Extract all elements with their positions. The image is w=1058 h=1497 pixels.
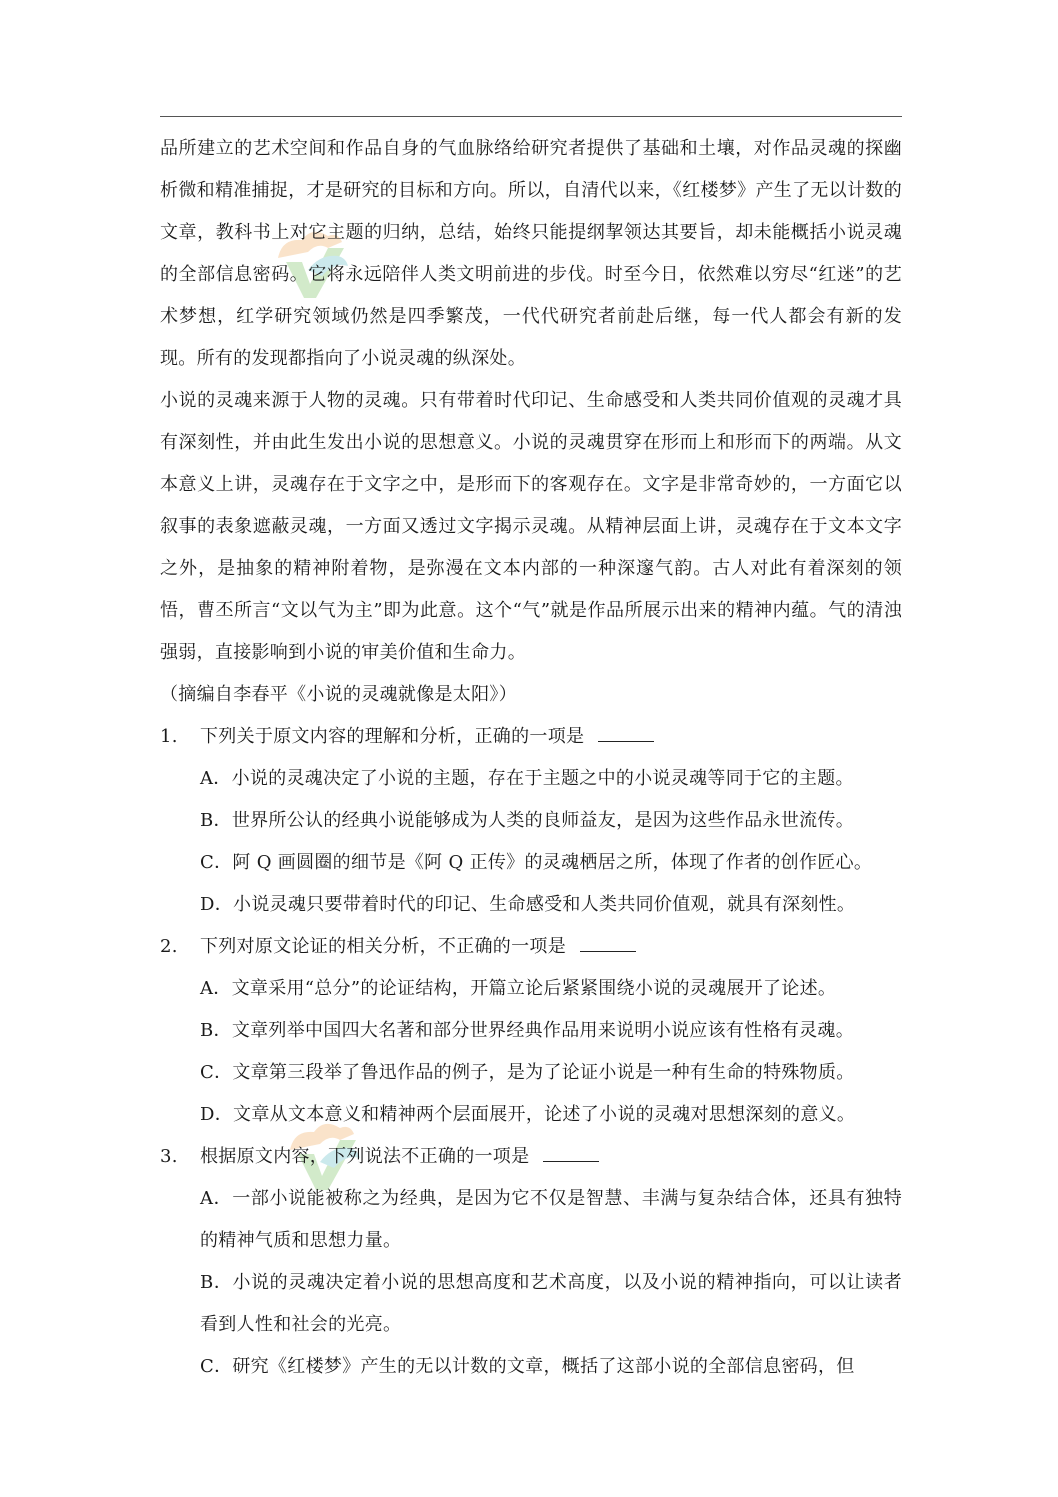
option-a: A．一部小说能被称之为经典，是因为它不仅是智慧、丰满与复杂结合体，还具有独特的精神气质和思想力量。: [200, 1188, 902, 1251]
question-3: [160, 1136, 902, 1178]
question-number: 3.: [160, 1146, 178, 1167]
option-b: B．文章列举中国四大名著和部分世界经典作品用来说明小说应该有性格有灵魂。: [200, 1020, 855, 1041]
paragraph: 小说的灵魂来源于人物的灵魂。只有带着时代印记、生命感受和人类共同价值观的灵魂才具有深刻性，并由此生发出小说的思想意义。小说的灵魂贯穿在形而上和形而下的两端。从文本意义上讲，灵魂存在于文字之中，是形而下的客观存在。文字是非常奇妙的，一方面它以叙事的表象遮蔽灵魂，一方面又透过文字揭示灵魂。从精神层面上讲，灵魂存在于文本文字之外，是抽象的精神附着物，是弥漫在文本内部的一种深邃气韵。古人对此有着深刻的领悟，曹丕所言“文以气为主”即为此意。这个“气”就是作品所展示出来的精神内蕴。气的清浊强弱，直接影响到小说的审美价值和生命力。: [160, 390, 902, 663]
question-stem: 下列关于原文内容的理解和分析，正确的一项是: [200, 726, 585, 747]
option-c: C．阿 Q 画圆圈的细节是《阿 Q 正传》的灵魂栖居之所，体现了作者的创作匠心。: [200, 852, 873, 873]
option-c: C．研究《红楼梦》产生的无以计数的文章，概括了这部小说的全部信息密码，但: [200, 1356, 855, 1377]
option-a: A．小说的灵魂决定了小说的主题，存在于主题之中的小说灵魂等同于它的主题。: [200, 768, 854, 789]
paragraph: 品所建立的艺术空间和作品自身的气血脉络给研究者提供了基础和土壤，对作品灵魂的探幽析微和精准捕捉，才是研究的目标和方向。所以，自清代以来，《红楼梦》产生了无以计数的文章，教科书上对它主题的归纳，总结，始终只能提纲挈领达其要旨，却未能概括小说灵魂的全部信息密码。它将永远陪伴人类文明前进的步伐。时至今日，依然难以穷尽“红迷”的艺术梦想，红学研究领域仍然是四季繁茂，一代代研究者前赴后继，每一代人都会有新的发现。所有的发现都指向了小说灵魂的纵深处。: [160, 138, 902, 369]
question-stem: 根据原文内容，下列说法不正确的一项是: [200, 1146, 530, 1167]
answer-blank[interactable]: [580, 929, 636, 952]
question-stem: 下列对原文论证的相关分析，不正确的一项是: [200, 936, 566, 957]
header-rule: [160, 116, 902, 117]
question-number: 2.: [160, 936, 178, 957]
option-b: B．小说的灵魂决定着小说的思想高度和艺术高度，以及小说的精神指向，可以让读者看到人性和社会的光亮。: [200, 1272, 902, 1335]
question-2: [160, 926, 902, 968]
document-body: [160, 128, 902, 1388]
question-number: 1.: [160, 726, 178, 747]
question-1: [160, 716, 902, 758]
option-c: C．文章第三段举了鲁迅作品的例子，是为了论证小说是一种有生命的特殊物质。: [200, 1062, 855, 1083]
option-d: D．小说灵魂只要带着时代的印记、生命感受和人类共同价值观，就具有深刻性。: [200, 894, 856, 915]
source-citation: （摘编自李春平《小说的灵魂就像是太阳》）: [160, 684, 517, 705]
answer-blank[interactable]: [598, 719, 654, 742]
option-b: B．世界所公认的经典小说能够成为人类的良师益友，是因为这些作品永世流传。: [200, 810, 855, 831]
option-a: A．文章采用“总分”的论证结构，开篇立论后紧紧围绕小说的灵魂展开了论述。: [200, 978, 837, 999]
option-d: D．文章从文本意义和精神两个层面展开，论述了小说的灵魂对思想深刻的意义。: [200, 1104, 856, 1125]
answer-blank[interactable]: [543, 1139, 599, 1162]
